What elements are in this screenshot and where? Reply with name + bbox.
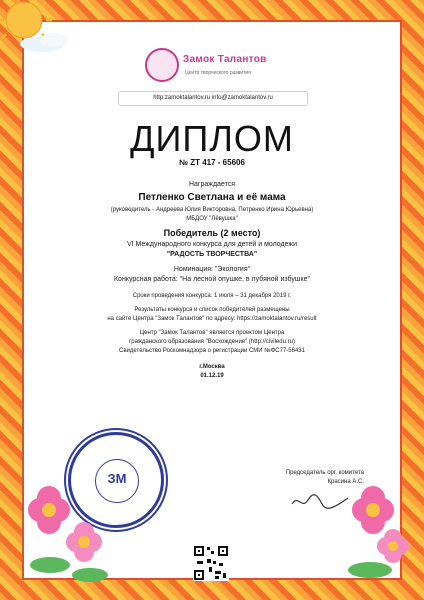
nomination-line: Номинация: "Экология"	[173, 266, 251, 273]
signature-role: Председатель орг. комитета	[285, 470, 364, 476]
date-line: 01.12.19	[200, 373, 224, 379]
institution-line: МБДОУ "Лёвушка"	[186, 216, 238, 222]
qr-code-icon	[193, 545, 229, 581]
signature-name: Красина А.С.	[327, 479, 364, 485]
logo-subtitle: Центр творческого развития	[185, 70, 251, 76]
city-line: г.Москва	[199, 364, 225, 370]
project-line-1: Центр "Замок Талантов" является проектом Центра	[139, 330, 285, 336]
logo-name: Замок Талантов	[183, 54, 267, 65]
stamp-monogram: ЗМ	[107, 471, 127, 486]
contacts-bar: http:zamoktalantov.ru info@zamoktalantov.ru	[118, 91, 308, 106]
result-line: Победитель (2 место)	[163, 228, 261, 238]
castle-icon	[145, 48, 179, 82]
brand-logo	[145, 44, 295, 84]
diploma-title: ДИПЛОМ	[130, 118, 294, 159]
awarded-label: Награждается	[188, 181, 236, 188]
results-line-1: Результаты конкурса и список победителей размещены	[134, 307, 290, 313]
diploma-number: № ZT 417 - 65606	[179, 158, 245, 167]
recipient-name: Петленко Светлана и её мама	[138, 192, 286, 203]
contest-line: VI Международного конкурса для детей и молодежи	[126, 241, 298, 248]
project-line-2: гражданского образования "Восхождение" (http://civiledu.ru)	[129, 339, 295, 345]
dates-line: Сроки проведения конкурса: 1 июля – 31 декабря 2019 г.	[132, 293, 292, 299]
flowers-right-icon	[330, 480, 420, 590]
contest-name: "РАДОСТЬ ТВОРЧЕСТВА"	[166, 251, 258, 258]
work-line: Конкурсная работа: "На лесной опушке, в лубяной избушке"	[113, 276, 311, 283]
project-line-3: Свидетельство Роскомнадзора о регистрации СМИ №ФС77-56431	[119, 348, 305, 354]
sun-icon	[0, 0, 74, 62]
supervisor-line: (руководитель - Андреева Юлия Викторовна, Петренко Ирина Юрьевна)	[110, 207, 314, 213]
results-line-2: на сайте Центра "Замок Талантов" по адресу: https://zamoktalantov.ru/result	[107, 316, 317, 322]
flowers-left-icon	[10, 470, 120, 590]
